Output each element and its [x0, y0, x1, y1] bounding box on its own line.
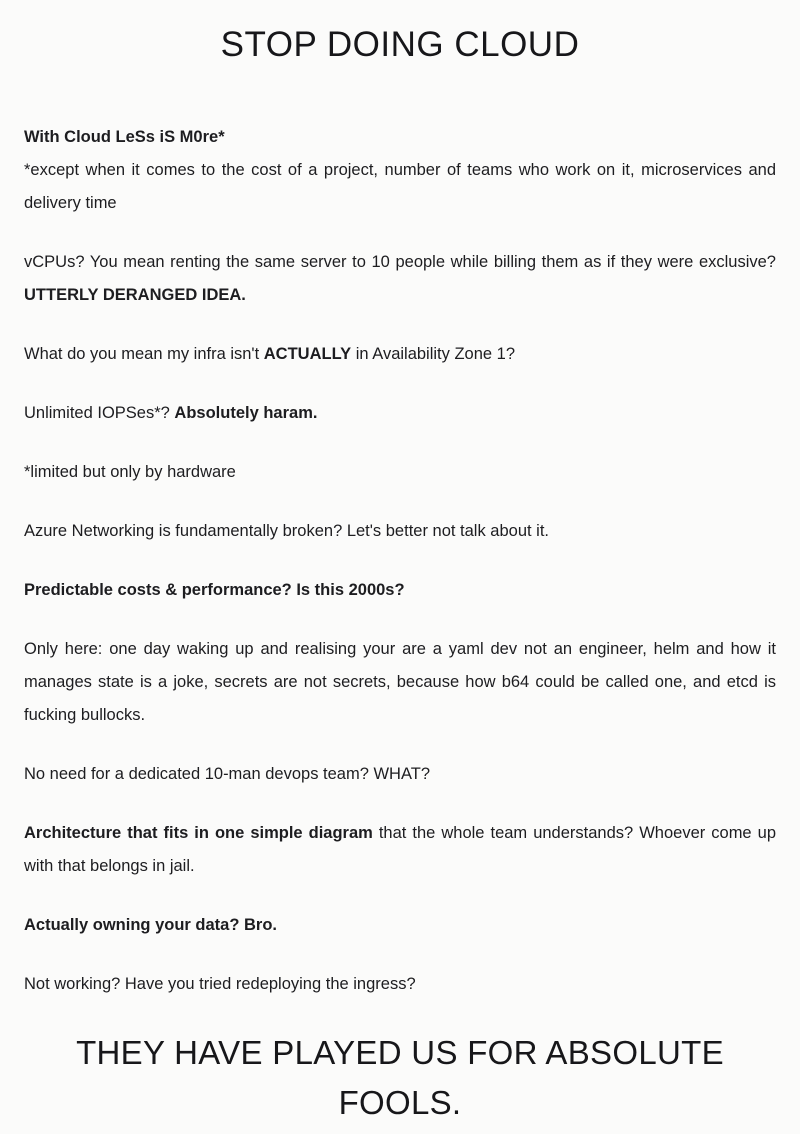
paragraph-3-text-a: What do you mean my infra isn't [24, 344, 264, 363]
paragraph-4-text: Unlimited IOPSes*? [24, 403, 175, 422]
paragraph-6: Azure Networking is fundamentally broken? Let's better not talk about it. [24, 521, 550, 540]
paragraph-3 [24, 338, 776, 371]
page-title: STOP DOING CLOUD [220, 25, 580, 64]
paragraph-1-heading [24, 121, 776, 154]
paragraph-3-bold: ACTUALLY [263, 344, 352, 363]
paragraph-9: No need for a dedicated 10-man devops team? WHAT? [24, 764, 430, 783]
body-text [24, 121, 776, 1001]
paragraph-4-bold: Absolutely haram. [174, 403, 318, 422]
paragraph-5-footnote: *limited but only by hardware [24, 462, 236, 481]
paragraph-3-text-b: in Availability Zone 1? [351, 344, 516, 363]
meme-page [0, 16, 800, 1134]
paragraph-2-text: vCPUs? You mean renting the same server to 10 people while billing them as if they were exclusive? [24, 252, 776, 271]
paragraph-12: Not working? Have you tried redeploying the ingress? [24, 974, 416, 993]
paragraph-2 [24, 246, 776, 312]
paragraph-11-bold: Actually owning your data? Bro. [24, 915, 278, 934]
paragraph-8: Only here: one day waking up and realising your are a yaml dev not an engineer, helm and how it manages state is a joke, secrets are not secrets, because how b64 could be called one, and etcd is fucking bullocks. [24, 639, 776, 724]
paragraph-10 [24, 817, 776, 883]
paragraph-1-footnote: *except when it comes to the cost of a project, number of teams who work on it, microservices and delivery time [24, 160, 776, 212]
page-footer-text: THEY HAVE PLAYED US FOR ABSOLUTE FOOLS. [76, 1034, 724, 1121]
paragraph-10-text: that the whole team understands? Whoever come up with that belongs in jail. [24, 823, 776, 875]
paragraph-1-bold: With Cloud LeSs iS M0re* [24, 127, 225, 146]
paragraph-4 [24, 397, 776, 430]
paragraph-2-bold: UTTERLY DERANGED IDEA. [24, 285, 246, 304]
paragraph-7 [24, 574, 776, 607]
paragraph-7-bold: Predictable costs & performance? Is this 2000s? [24, 580, 405, 599]
paragraph-10-bold: Architecture that fits in one simple diagram [24, 823, 373, 842]
paragraph-11 [24, 909, 776, 942]
